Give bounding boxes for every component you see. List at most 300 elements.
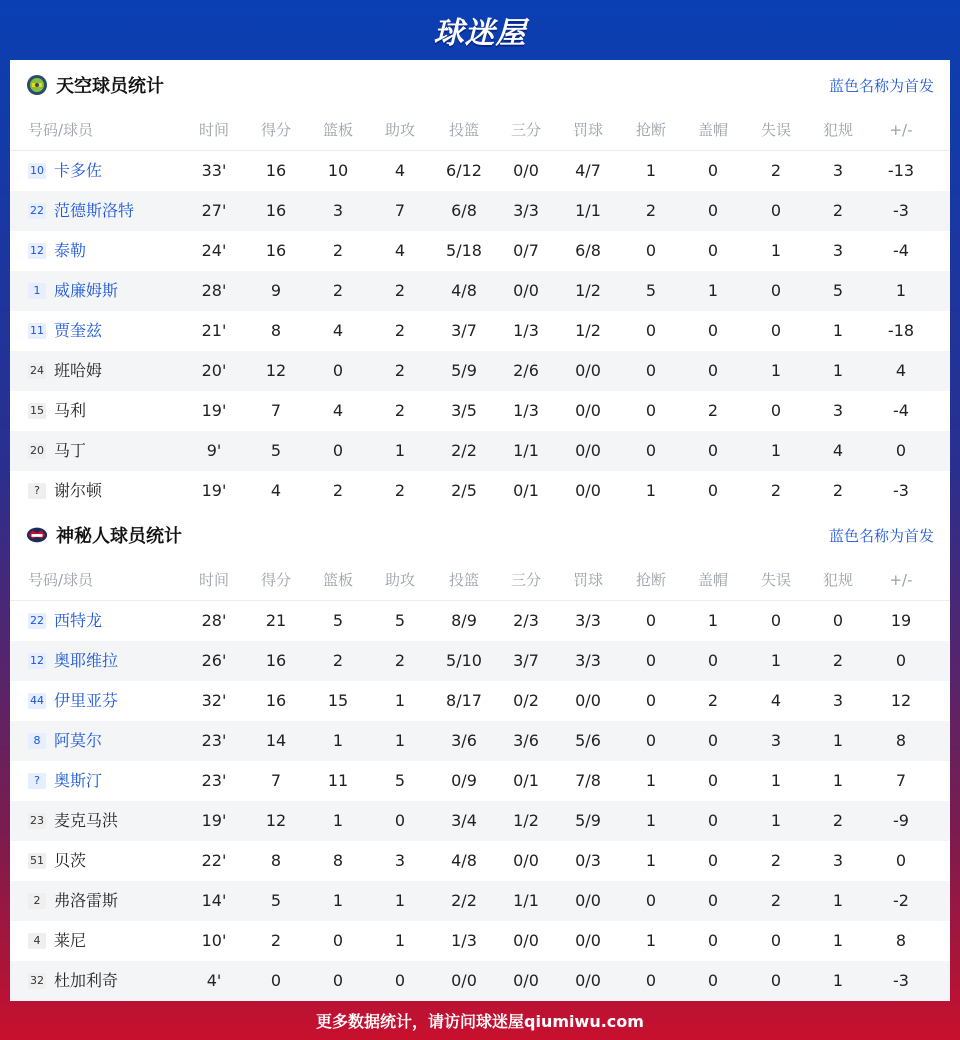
stat-cell: 0/0: [575, 401, 601, 420]
jersey-number-badge: 24: [30, 364, 44, 377]
column-header: 失误: [760, 571, 791, 589]
stat-cell: 1: [707, 281, 719, 300]
jersey-number-badge: 8: [28, 733, 46, 749]
stat-cell: 0: [707, 731, 719, 750]
player-name-link[interactable]: 班哈姆: [54, 361, 103, 380]
stat-cell: 1/2: [575, 281, 601, 300]
jersey-number-badge: 20: [30, 444, 44, 457]
stat-cell: 0/0: [575, 931, 601, 950]
stat-cell: 0/0: [513, 851, 539, 870]
stat-cell: 1: [645, 771, 657, 790]
jersey-number-badge: 11: [30, 324, 44, 337]
stat-cell: 0: [645, 321, 657, 340]
stat-cell: 19': [201, 481, 227, 500]
stat-cell: 7: [394, 201, 406, 220]
team-header-sky: [10, 60, 950, 110]
player-name-link[interactable]: 泰勒: [54, 241, 87, 260]
column-header: +/-: [889, 121, 913, 139]
stat-cell: 0/0: [513, 161, 539, 180]
stat-cell: 0: [707, 161, 719, 180]
stat-cell: 4: [270, 481, 282, 500]
stat-cell: 5/10: [446, 651, 482, 670]
stat-cell: 16: [265, 201, 287, 220]
stat-cell: 0: [332, 441, 344, 460]
stat-cell: 0: [332, 361, 344, 380]
sky-team-logo-icon: [26, 74, 48, 96]
starter-legend-note: 蓝色名称为首发: [828, 76, 934, 95]
stat-cell: 4: [332, 401, 344, 420]
stat-cell: 1: [645, 811, 657, 830]
stat-cell: 2: [707, 691, 719, 710]
player-cell: [28, 761, 198, 801]
player-cell: [28, 961, 198, 1001]
stat-cell: 1: [394, 931, 406, 950]
column-header: 时间: [198, 121, 229, 139]
stat-cell: 8/9: [451, 611, 477, 630]
column-header: 犯规: [822, 571, 853, 589]
stat-cell: 3/4: [451, 811, 477, 830]
stat-cell: 11: [327, 771, 349, 790]
jersey-number-badge: 12: [30, 654, 44, 667]
column-header: 投篮: [448, 571, 479, 589]
stat-cell: 1/3: [513, 321, 539, 340]
stat-cell: 0/3: [575, 851, 601, 870]
stat-cell: 0/0: [513, 281, 539, 300]
stat-cell: 0: [645, 651, 657, 670]
jersey-number-badge: 12: [30, 244, 44, 257]
player-name-link[interactable]: 范德斯洛特: [54, 201, 135, 220]
stat-cell: -3: [893, 481, 909, 500]
player-name-link[interactable]: 杜加利奇: [54, 971, 119, 990]
stat-cell: 0: [707, 441, 719, 460]
stat-cell: 21: [265, 611, 287, 630]
stat-cell: 1: [707, 611, 719, 630]
stat-cell: 5: [394, 611, 406, 630]
stat-cell: 2/3: [513, 611, 539, 630]
stat-cell: 1: [394, 691, 406, 710]
stat-cell: 1: [394, 441, 406, 460]
stat-cell: 2: [770, 161, 782, 180]
stat-cell: 0: [707, 811, 719, 830]
jersey-number-badge: 10: [30, 164, 44, 177]
stat-cell: 0: [895, 651, 907, 670]
stat-cell: 1: [770, 651, 782, 670]
stat-cell: 2/6: [513, 361, 539, 380]
column-header: 抢断: [635, 121, 666, 139]
stat-cell: 0: [707, 241, 719, 260]
stat-cell: 0: [770, 201, 782, 220]
stat-cell: 0: [645, 691, 657, 710]
team-header-mystics: [10, 510, 950, 560]
player-cell: [28, 151, 198, 191]
player-stats-table-mystics: [10, 560, 950, 1001]
stat-cell: 6/8: [575, 241, 601, 260]
stat-cell: 2: [394, 651, 406, 670]
player-name-link[interactable]: 贾奎兹: [54, 321, 103, 340]
table-row: [10, 641, 950, 681]
table-row: [10, 721, 950, 761]
jersey-number-badge: 44: [30, 694, 44, 707]
stat-cell: 2: [770, 481, 782, 500]
stat-cell: 0: [832, 611, 844, 630]
team-title: 天空球员统计: [56, 76, 164, 97]
stat-cell: 0/1: [513, 481, 539, 500]
stat-cell: -2: [893, 891, 909, 910]
stat-cell: 1: [770, 771, 782, 790]
stat-cell: 1: [832, 891, 844, 910]
player-name-link[interactable]: 马丁: [54, 441, 87, 460]
stat-cell: -4: [893, 241, 909, 260]
stat-cell: 0/0: [513, 971, 539, 990]
column-header: 助攻: [384, 571, 415, 589]
player-cell: [28, 231, 198, 271]
stat-cell: 2: [332, 281, 344, 300]
stat-cell: -9: [893, 811, 909, 830]
jersey-number-badge: ?: [28, 773, 46, 789]
stat-cell: 3/6: [513, 731, 539, 750]
stat-cell: 8: [895, 731, 907, 750]
stat-cell: 1: [895, 281, 907, 300]
stat-cell: 1/2: [575, 321, 601, 340]
table-row: [10, 471, 950, 511]
player-name-link[interactable]: 西特龙: [54, 611, 103, 630]
player-name-link[interactable]: 卡多佐: [54, 161, 103, 180]
stat-cell: 0: [707, 651, 719, 670]
stat-cell: 2/2: [451, 441, 477, 460]
stat-cell: 0: [645, 241, 657, 260]
stat-cell: 3: [832, 851, 844, 870]
stat-cell: 0: [770, 281, 782, 300]
table-header-row: [10, 560, 950, 601]
stat-cell: 23': [201, 771, 227, 790]
column-header: 罚球: [572, 121, 603, 139]
stat-cell: 1: [332, 811, 344, 830]
player-cell: [28, 311, 198, 351]
stat-cell: 2: [394, 321, 406, 340]
player-cell: [28, 881, 198, 921]
stat-cell: 1: [770, 241, 782, 260]
site-logo[interactable]: 球迷屋: [433, 16, 527, 51]
table-row: [10, 151, 950, 191]
stats-panel: [10, 60, 950, 1000]
stat-cell: 3: [832, 161, 844, 180]
stat-cell: 2: [332, 651, 344, 670]
stat-cell: 0: [707, 361, 719, 380]
stat-cell: 15: [327, 691, 349, 710]
stat-cell: 5/9: [575, 811, 601, 830]
stat-cell: 0/0: [451, 971, 477, 990]
stat-cell: 3: [394, 851, 406, 870]
stat-cell: 4: [394, 241, 406, 260]
jersey-number-badge: ?: [28, 483, 46, 499]
stat-cell: 2: [394, 481, 406, 500]
stat-cell: 3/3: [575, 611, 601, 630]
player-name-link[interactable]: 威廉姆斯: [54, 281, 119, 300]
player-cell: [28, 601, 198, 641]
stat-cell: 3: [832, 241, 844, 260]
stat-cell: 1/3: [451, 931, 477, 950]
table-row: [10, 801, 950, 841]
stat-cell: 0/0: [513, 931, 539, 950]
player-name-link[interactable]: 莱尼: [54, 931, 87, 950]
stat-cell: 1: [645, 931, 657, 950]
stat-cell: 5: [645, 281, 657, 300]
stat-cell: 0: [645, 891, 657, 910]
stat-cell: 12: [265, 811, 287, 830]
stat-cell: 0: [645, 611, 657, 630]
column-header: 三分: [510, 571, 541, 589]
player-name-link[interactable]: 伊里亚芬: [54, 691, 119, 710]
stat-cell: 1/2: [513, 811, 539, 830]
player-cell: [28, 471, 198, 511]
stat-cell: 0: [645, 971, 657, 990]
jersey-number-badge: 51: [30, 854, 44, 867]
player-name-link[interactable]: 弗洛雷斯: [54, 891, 119, 910]
stat-cell: 16: [265, 651, 287, 670]
stat-cell: 10: [327, 161, 349, 180]
table-row: [10, 761, 950, 801]
column-header: 失误: [760, 121, 791, 139]
player-cell: [28, 391, 198, 431]
table-row: [10, 351, 950, 391]
stat-cell: 0/7: [513, 241, 539, 260]
stat-cell: 2/2: [451, 891, 477, 910]
stat-cell: 0: [707, 971, 719, 990]
stat-cell: 3: [832, 691, 844, 710]
column-header: 投篮: [448, 121, 479, 139]
stat-cell: 0/2: [513, 691, 539, 710]
table-header-row: [10, 110, 950, 151]
stat-cell: 0: [770, 401, 782, 420]
table-row: [10, 191, 950, 231]
stat-cell: 2: [770, 891, 782, 910]
jersey-number-badge: 1: [28, 283, 46, 299]
stat-cell: 1: [770, 811, 782, 830]
stat-cell: 0/0: [575, 691, 601, 710]
stat-cell: 3: [832, 401, 844, 420]
stat-cell: 0: [770, 931, 782, 950]
player-name-link[interactable]: 阿莫尔: [54, 731, 103, 750]
jersey-number-badge: 2: [28, 893, 46, 909]
footer-banner[interactable]: 更多数据统计，请访问球迷屋qiumiwu.com: [316, 1011, 644, 1031]
stat-cell: 20': [201, 361, 227, 380]
stat-cell: -3: [893, 201, 909, 220]
mystics-team-logo-icon: [26, 524, 48, 546]
player-cell: [28, 431, 198, 471]
table-row: [10, 681, 950, 721]
stat-cell: 4: [895, 361, 907, 380]
column-header: 罚球: [572, 571, 603, 589]
column-header: 助攻: [384, 121, 415, 139]
stat-cell: 9': [206, 441, 222, 460]
stat-cell: 1: [645, 161, 657, 180]
player-name-link[interactable]: 奥斯汀: [54, 771, 103, 790]
stat-cell: 0: [770, 321, 782, 340]
stat-cell: 12: [265, 361, 287, 380]
stat-cell: 0: [394, 811, 406, 830]
stat-cell: 24': [201, 241, 227, 260]
stat-cell: 2: [270, 931, 282, 950]
stat-cell: 4: [832, 441, 844, 460]
column-header: 盖帽: [697, 121, 728, 139]
stat-cell: 3/7: [513, 651, 539, 670]
stat-cell: 0/0: [575, 971, 601, 990]
stat-cell: 2: [394, 401, 406, 420]
stat-cell: 8: [270, 321, 282, 340]
player-cell: [28, 351, 198, 391]
stat-cell: 33': [201, 161, 227, 180]
table-row: [10, 391, 950, 431]
stat-cell: 1: [394, 731, 406, 750]
table-row: [10, 431, 950, 471]
column-header: 时间: [198, 571, 229, 589]
column-header: 号码/球员: [28, 571, 94, 589]
stat-cell: 6/12: [446, 161, 482, 180]
stat-cell: 14: [265, 731, 287, 750]
stat-cell: 5/6: [575, 731, 601, 750]
player-name-link[interactable]: 奥耶维拉: [54, 651, 119, 670]
stat-cell: 2: [832, 811, 844, 830]
stat-cell: 5: [394, 771, 406, 790]
stat-cell: 16: [265, 241, 287, 260]
player-cell: [28, 801, 198, 841]
stat-cell: 2: [332, 241, 344, 260]
table-row: [10, 311, 950, 351]
table-row: [10, 961, 950, 1001]
column-header: 犯规: [822, 121, 853, 139]
stat-cell: 12: [890, 691, 912, 710]
stat-cell: 2/5: [451, 481, 477, 500]
stat-cell: 0: [707, 771, 719, 790]
stat-cell: 2: [332, 481, 344, 500]
stat-cell: -13: [887, 161, 915, 180]
stat-cell: 21': [201, 321, 227, 340]
stat-cell: 0: [770, 971, 782, 990]
stat-cell: 0: [645, 441, 657, 460]
stat-cell: 4: [332, 321, 344, 340]
stat-cell: 1: [770, 361, 782, 380]
stat-cell: 16: [265, 161, 287, 180]
stat-cell: 1: [832, 931, 844, 950]
player-name-link[interactable]: 麦克马洪: [54, 811, 119, 830]
stat-cell: 0: [707, 851, 719, 870]
player-name-link[interactable]: 谢尔顿: [54, 481, 103, 500]
site-header: [0, 0, 960, 60]
stat-cell: 1: [832, 771, 844, 790]
stat-cell: 0: [707, 931, 719, 950]
stat-cell: 0/1: [513, 771, 539, 790]
stat-cell: 14': [201, 891, 227, 910]
stat-cell: 0: [707, 891, 719, 910]
stat-cell: 3: [332, 201, 344, 220]
stat-cell: 1: [332, 891, 344, 910]
stat-cell: 27': [201, 201, 227, 220]
stat-cell: 4/7: [575, 161, 601, 180]
stat-cell: 2: [832, 201, 844, 220]
stat-cell: 0: [707, 321, 719, 340]
stat-cell: 4': [206, 971, 222, 990]
stat-cell: 2: [394, 361, 406, 380]
table-row: [10, 921, 950, 961]
stat-cell: 19': [201, 811, 227, 830]
stat-cell: 2: [832, 481, 844, 500]
stat-cell: 19': [201, 401, 227, 420]
stat-cell: 0/0: [575, 441, 601, 460]
stat-cell: 7: [895, 771, 907, 790]
stat-cell: 5: [270, 441, 282, 460]
stat-cell: 32': [201, 691, 227, 710]
stat-cell: 1: [832, 361, 844, 380]
stat-cell: 7: [270, 401, 282, 420]
stat-cell: 26': [201, 651, 227, 670]
column-header: 抢断: [635, 571, 666, 589]
stat-cell: -18: [887, 321, 915, 340]
stat-cell: 28': [201, 611, 227, 630]
player-name-link[interactable]: 马利: [54, 401, 87, 420]
stat-cell: 1/3: [513, 401, 539, 420]
jersey-number-badge: 32: [30, 974, 44, 987]
stat-cell: -4: [893, 401, 909, 420]
table-row: [10, 231, 950, 271]
stat-cell: 0: [394, 971, 406, 990]
player-name-link[interactable]: 贝茨: [54, 851, 87, 870]
stat-cell: 1/1: [513, 891, 539, 910]
column-header: 得分: [260, 121, 291, 139]
stat-cell: 2: [770, 851, 782, 870]
column-header: 得分: [260, 571, 291, 589]
stat-cell: 5/9: [451, 361, 477, 380]
stat-cell: 28': [201, 281, 227, 300]
stat-cell: 1: [645, 481, 657, 500]
stat-cell: 1: [770, 441, 782, 460]
player-cell: [28, 921, 198, 961]
stat-cell: 19: [890, 611, 912, 630]
team-title: 神秘人球员统计: [56, 526, 182, 547]
stat-cell: 1: [832, 731, 844, 750]
stat-cell: 1: [394, 891, 406, 910]
stat-cell: 4: [394, 161, 406, 180]
stat-cell: 1/1: [513, 441, 539, 460]
stat-cell: 2: [707, 401, 719, 420]
stat-cell: 0/0: [575, 891, 601, 910]
stat-cell: 0: [645, 361, 657, 380]
stat-cell: 2: [645, 201, 657, 220]
stat-cell: 0: [707, 481, 719, 500]
stat-cell: 0: [332, 931, 344, 950]
stat-cell: 3/5: [451, 401, 477, 420]
player-stats-table-sky: [10, 110, 950, 511]
stat-cell: 1/1: [575, 201, 601, 220]
jersey-number-badge: 23: [30, 814, 44, 827]
stat-cell: 4/8: [451, 851, 477, 870]
column-header: 盖帽: [697, 571, 728, 589]
stat-cell: 4: [770, 691, 782, 710]
stat-cell: 8/17: [446, 691, 482, 710]
stat-cell: 0: [645, 731, 657, 750]
table-row: [10, 881, 950, 921]
stat-cell: 1: [645, 851, 657, 870]
player-cell: [28, 641, 198, 681]
jersey-number-badge: 22: [30, 204, 44, 217]
stat-cell: 8: [895, 931, 907, 950]
stat-cell: 16: [265, 691, 287, 710]
stat-cell: 0: [770, 611, 782, 630]
stat-cell: 1: [832, 971, 844, 990]
stat-cell: 0/0: [575, 481, 601, 500]
stat-cell: 9: [270, 281, 282, 300]
stat-cell: -3: [893, 971, 909, 990]
stat-cell: 5: [832, 281, 844, 300]
